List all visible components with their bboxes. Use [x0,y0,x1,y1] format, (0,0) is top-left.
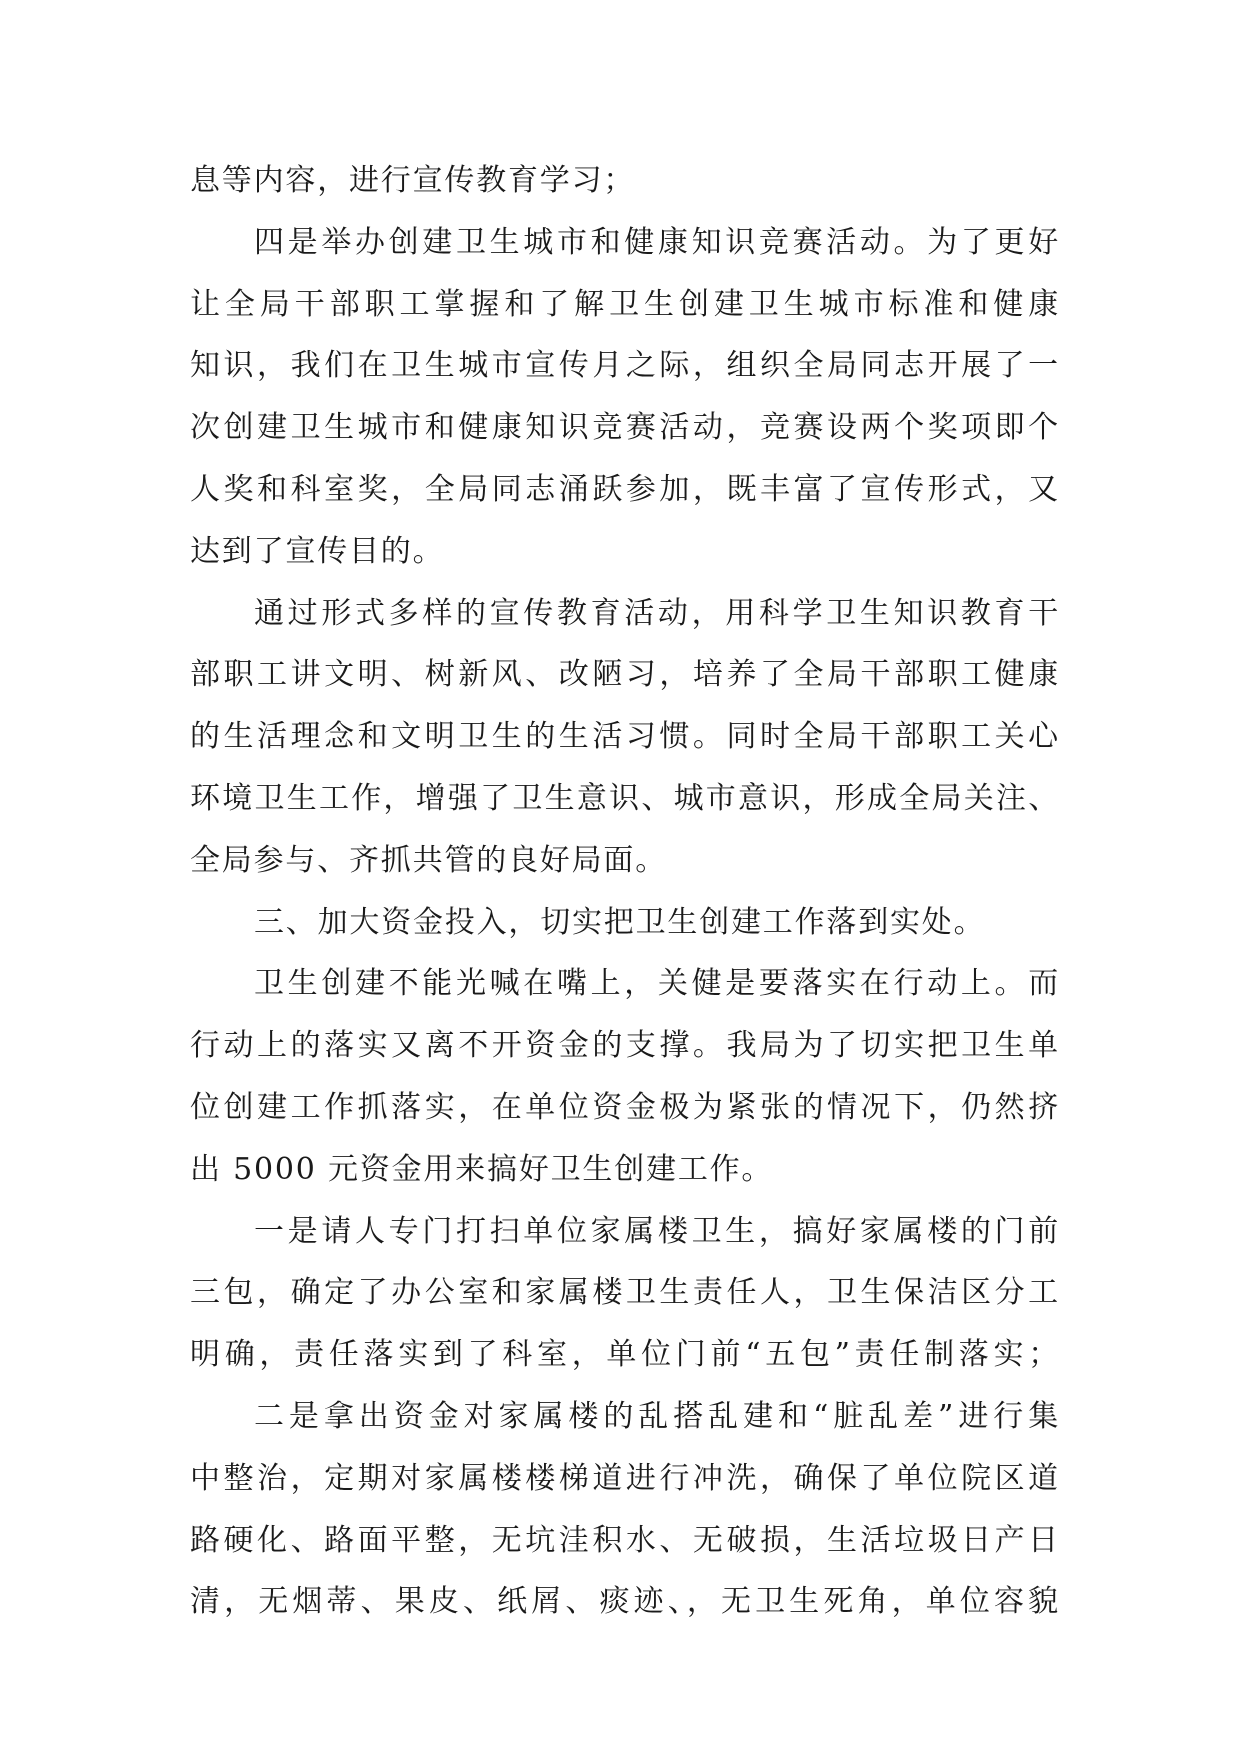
text-line: 环境卫生工作，增强了卫生意识、城市意识，形成全局关注、 [190,780,1060,816]
text-line: 息等内容，进行宣传教育学习； [190,163,636,198]
text-line: 达到了宣传目的。 [190,533,445,569]
text-line: 人奖和科室奖，全局同志涌跃参加，既丰富了宣传形式，又 [190,471,1060,507]
text-line: 行动上的落实又离不开资金的支撑。我局为了切实把卫生单 [190,1028,1060,1064]
paragraph-start-line: 二是拿出资金对家属楼的乱搭乱建和“脏乱差”进行集 [254,1398,1060,1434]
paragraph-start-line: 通过形式多样的宣传教育活动，用科学卫生知识教育干 [254,595,1060,631]
text-line: 知识，我们在卫生城市宣传月之际，组织全局同志开展了一 [190,348,1060,384]
text-line: 次创建卫生城市和健康知识竞赛活动，竞赛设两个奖项即个 [190,410,1060,446]
paragraph-start-line: 一是请人专门打扫单位家属楼卫生，搞好家属楼的门前 [254,1213,1060,1249]
text-line: 的生活理念和文明卫生的生活习惯。同时全局干部职工关心 [190,719,1060,755]
paragraph-start-line: 卫生创建不能光喊在嘴上，关健是要落实在行动上。而 [254,966,1060,1002]
text-line: 部职工讲文明、树新风、改陋习，培养了全局干部职工健康 [190,657,1060,693]
text-line: 全局参与、齐抓共管的良好局面。 [190,842,667,878]
text-line: 出 5000 元资金用来搞好卫生创建工作。 [190,1151,774,1187]
text-line: 中整治，定期对家属楼楼梯道进行冲洗，确保了单位院区道 [190,1460,1060,1496]
document-body [190,150,1060,1633]
paragraph-start-line: 四是举办创建卫生城市和健康知识竞赛活动。为了更好 [254,224,1060,260]
text-line: 三包，确定了办公室和家属楼卫生责任人，卫生保洁区分工 [190,1275,1060,1311]
text-line: 让全局干部职工掌握和了解卫生创建卫生城市标准和健康 [190,286,1060,322]
text-line: 路硬化、路面平整，无坑洼积水、无破损，生活垃圾日产日 [190,1522,1060,1558]
text-line: 明确，责任落实到了科室，单位门前“五包”责任制落实； [190,1337,1060,1373]
text-line: 位创建工作抓落实，在单位资金极为紧张的情况下，仍然挤 [190,1089,1060,1125]
text-line: 清，无烟蒂、果皮、纸屑、痰迹、，无卫生死角，单位容貌 [190,1584,1060,1620]
section-heading: 三、加大资金投入，切实把卫生创建工作落到实处。 [254,904,986,940]
